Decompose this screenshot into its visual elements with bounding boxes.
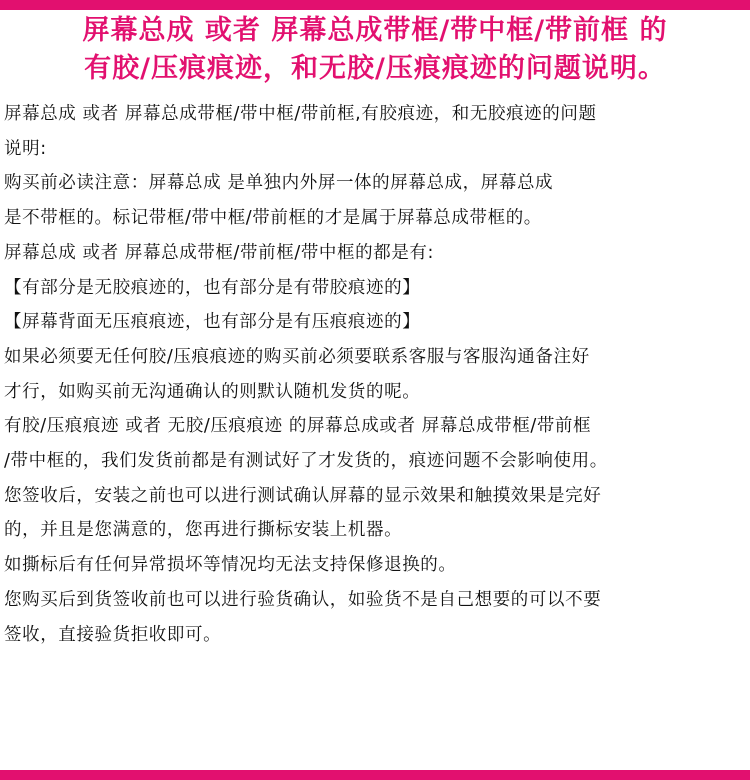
body-line: 如果必须要无任何胶/压痕痕迹的购买前必须要联系客服与客服沟通备注好 xyxy=(4,346,590,367)
top-accent-bar xyxy=(0,0,750,10)
body-line: 有胶/压痕痕迹 或者 无胶/压痕痕迹 的屏幕总成或者 屏幕总成带框/带前框 xyxy=(4,416,592,437)
body-line: 【屏幕背面无压痕痕迹，也有部分是有压痕痕迹的】 xyxy=(4,312,421,333)
body-line: 签收，直接验货拒收即可。 xyxy=(4,624,222,645)
body-line: 屏幕总成 或者 屏幕总成带框/带前框/带中框的都是有: xyxy=(4,242,435,263)
headline-line-2: 有胶/压痕痕迹，和无胶/压痕痕迹的问题说明。 xyxy=(84,53,666,84)
body-line: 如撕标后有任何异常损坏等情况均无法支持保修退换的。 xyxy=(4,555,457,576)
body-line: 才行，如购买前无沟通确认的则默认随机发货的呢。 xyxy=(4,381,421,402)
body-line: 购买前必读注意：屏幕总成 是单独内外屏一体的屏幕总成，屏幕总成 xyxy=(4,173,554,194)
body-line: 您购买后到货签收前也可以进行验货确认，如验货不是自己想要的可以不要 xyxy=(4,589,602,610)
body-line: 是不带框的。标记带框/带中框/带前框的才是属于屏幕总成带框的。 xyxy=(4,208,542,229)
headline xyxy=(0,12,750,88)
body-line: 【有部分是无胶痕迹的，也有部分是有带胶痕迹的】 xyxy=(4,277,421,298)
bottom-accent-bar xyxy=(0,770,750,780)
headline-line-1: 屏幕总成 或者 屏幕总成带框/带中框/带前框 的 xyxy=(82,15,668,46)
body-line: 的，并且是您满意的，您再进行撕标安装上机器。 xyxy=(4,520,403,541)
notice-body xyxy=(4,97,746,652)
body-line: 您签收后，安装之前也可以进行测试确认屏幕的显示效果和触摸效果是完好 xyxy=(4,485,602,506)
body-line: 屏幕总成 或者 屏幕总成带框/带中框/带前框,有胶痕迹，和无胶痕迹的问题 xyxy=(4,104,597,124)
body-line: /带中框的，我们发货前都是有测试好了才发货的，痕迹问题不会影响使用。 xyxy=(4,451,608,472)
body-line: 说明: xyxy=(4,138,47,159)
